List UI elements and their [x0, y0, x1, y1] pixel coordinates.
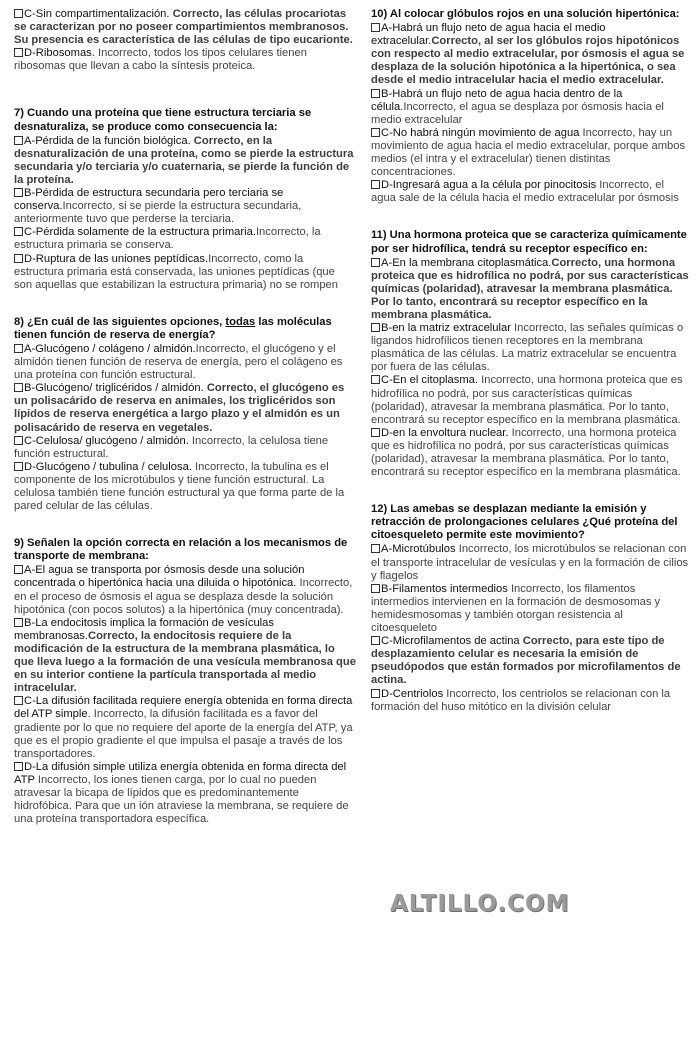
question-9-option-d [14, 761, 356, 826]
checkbox-icon[interactable] [371, 689, 380, 698]
checkbox-icon[interactable] [371, 544, 380, 553]
option-label: D-La difusión simple utiliza energía obtenida en forma directa del ATP [14, 760, 347, 786]
option-explanation: Incorrecto, la celulosa tiene función estructural. [14, 434, 329, 460]
question-9 [14, 537, 356, 826]
question-12-option-a [371, 543, 689, 582]
option-label: A-El agua se transporta por ósmosis desde una solución concentrada o hipertónica hacia una diluida o hipotónica. [14, 564, 305, 590]
option-explanation: Correcto, la endocitosis requiere de la modificación de la estructura de la membrana plasmática, lo que lleva luego a la formación de una vesícula membranosa que en su interior contiene la partícula transportada al medio intracelular. [14, 629, 356, 695]
option-label: A-Microtúbulos [381, 543, 456, 556]
question-8-option-d [14, 461, 356, 513]
question-10-option-c [371, 127, 689, 179]
question-11-option-b [371, 322, 689, 374]
option-label: D-Ribosomas. [24, 47, 95, 60]
question-11 [371, 229, 689, 479]
question-11-title: 11) Una hormona proteica que se caracteriza químicamente por ser hidrofílica, tendrá su receptor específico en: [371, 229, 687, 255]
option-explanation: Correcto, para este tipo de desplazamiento celular es necesaria la emisión de pseudópodos que están formados por microfilamentos de actina. [371, 635, 681, 687]
option-explanation: Correcto, al ser los glóbulos rojos hipotónicos con respecto al medio extracelular, por ósmosis el agua se desplaza de la solución hipotónica a la hipertónica, o sea desde el medio intracelular hacia el medio extracelular. [371, 35, 685, 87]
option-explanation: Incorrecto, los centriolos se relacionan con la formación del huso mitótico en la división celular [371, 687, 671, 713]
question-10-option-a [371, 22, 689, 87]
question-8-title-start: 8) ¿En cuál de las siguientes opciones, [14, 315, 226, 328]
option-explanation: Correcto, las células procariotas se caracterizan por no poseer compartimientos membranosos. Su presencia es característica de las células de tipo eucarionte. [14, 8, 353, 47]
option-label: D-Ingresará agua a la célula por pinocitosis [381, 179, 597, 192]
option-explanation: Incorrecto, el agua sale de la célula hacia el medio extracelular por ósmosis [371, 179, 679, 205]
checkbox-icon[interactable] [371, 584, 380, 593]
checkbox-icon[interactable] [371, 128, 380, 137]
option-explanation: Incorrecto, en el proceso de ósmosis el agua se desplaza desde la solución hipotónica (con pocos solutos) a la hipertónica (muy concentrada). [14, 577, 353, 616]
option-label: C-No habrá ningún movimiento de agua [381, 126, 580, 139]
checkbox-icon[interactable] [14, 9, 23, 18]
question-11-option-d [371, 427, 689, 479]
altillo-watermark: ALTILLO.COM [390, 891, 570, 917]
option-explanation: Incorrecto, los microtúbulos se relacionan con el transporte intracelular de vesículas y en la formación de cilios y flagelos [371, 543, 689, 582]
option-label: B-en la matriz extracelular [381, 322, 511, 335]
question-9-option-a [14, 564, 356, 616]
option-explanation: Correcto, una hormona proteica que es hidrofílica no podrá, por sus características químicas (polaridad), atravesar la membrana plasmática. Por lo tanto, encontrará su receptor específico en la membrana plasmática. [371, 256, 689, 321]
left-column [14, 8, 356, 850]
checkbox-icon[interactable] [371, 375, 380, 384]
question-6-option-a [14, 8, 356, 47]
question-10-title: 10) Al colocar glóbulos rojos en una solución hipertónica: [371, 8, 680, 20]
question-7-title: 7) Cuando una proteína que tiene estructura terciaria se desnaturaliza, se produce como consecuencia la: [14, 107, 312, 133]
option-label: A-En la membrana citoplasmática. [381, 256, 552, 269]
option-explanation: Incorrecto, el glucógeno y el almidón tienen función de reserva de energía, pero el colágeno es una proteína con función estructural. [14, 342, 343, 382]
question-8-title [14, 316, 356, 342]
option-label: D-Ruptura de las uniones peptídicas. [24, 252, 209, 265]
checkbox-icon[interactable] [14, 383, 23, 392]
option-label: C-Celulosa/ glucógeno / almidón. [24, 434, 189, 447]
checkbox-icon[interactable] [371, 428, 380, 437]
question-8-option-a [14, 343, 356, 382]
right-column [371, 8, 689, 738]
option-label: B-Pérdida de estructura secundaria pero terciaria se conserva. [14, 187, 284, 213]
question-7-option-b [14, 187, 356, 226]
checkbox-icon[interactable] [14, 762, 23, 771]
question-7 [14, 107, 356, 291]
question-12-option-b [371, 583, 689, 635]
question-8-option-c [14, 435, 356, 461]
question-9-option-b [14, 617, 356, 696]
checkbox-icon[interactable] [14, 618, 23, 627]
checkbox-icon[interactable] [371, 23, 380, 32]
question-12 [371, 503, 689, 714]
option-label: C-Microfilamentos de actina [381, 635, 520, 648]
question-6-continuation [14, 8, 356, 73]
option-explanation: Correcto, en la desnaturalización de una proteína, como se pierde la estructura secundaria y/o terciaria y/o cuaternaria, se pierde la función de la proteína. [14, 134, 354, 186]
option-label: A-Pérdida de la función biológica. [24, 134, 191, 147]
option-explanation: Incorrecto, los iones tienen carga, por lo cual no pueden atravesar la bicapa de lípidos que es predominantemente hidrofóbica. Para que un ión atraviese la membrana, se requiere de una proteína transportadora específica. [14, 773, 349, 826]
question-8-title-end: las moléculas tienen función de reserva de energía? [14, 315, 332, 341]
checkbox-icon[interactable] [14, 254, 23, 263]
option-explanation: Incorrecto, una hormona proteica que es hidrofílica no podrá, por sus características químicas (polaridad), atravesar la membrana plasmática. Por lo tanto, encontrará su receptor específico en la membrana plasmática. [371, 374, 683, 426]
option-label: C-La difusión facilitada requiere energía obtenida en forma directa del ATP simple. [14, 695, 353, 721]
question-8-title-underlined: todas [225, 315, 256, 328]
option-label: A-Habrá un flujo neto de agua hacia el medio extracelular. [371, 22, 606, 48]
checkbox-icon[interactable] [14, 344, 23, 353]
question-11-option-c [371, 374, 689, 426]
option-label: C-Pérdida solamente de la estructura primaria. [24, 226, 256, 239]
option-explanation: Incorrecto, la difusión facilitada es a favor del gradiente por lo que no requiere del aporte de la energía del ATP, ya que es el propio gradiente el que impulsa el pasaje a través de los transportadores. [14, 708, 353, 760]
question-8 [14, 316, 356, 513]
question-9-title: 9) Señalen la opción correcta en relación a los mecanismos de transporte de membrana: [14, 537, 348, 563]
option-explanation: Incorrecto, la tubulina es el componente de los microtúbulos y tiene función estructural. La celulosa también tiene función estructural ya que forma parte de la pared celular de las células. [14, 460, 345, 513]
option-label: D-Centriolos [381, 687, 444, 700]
option-explanation: Incorrecto, la estructura primaria se conserva. [14, 226, 321, 252]
option-label: B-La endocitosis implica la formación de vesículas membranosas. [14, 616, 274, 642]
option-explanation: Incorrecto, todos los tipos celulares tienen ribosomas que llevan a cabo la síntesis proteica. [14, 47, 307, 73]
checkbox-icon[interactable] [14, 436, 23, 445]
checkbox-icon[interactable] [371, 89, 380, 98]
checkbox-icon[interactable] [14, 565, 23, 574]
option-explanation: Incorrecto, si se pierde la estructura secundaria, anteriormente tuvo que perderse la terciaria. [14, 200, 302, 226]
option-label: B-Filamentos intermedios [381, 582, 508, 595]
option-label: A-Glucógeno / colágeno / almidón. [24, 342, 196, 355]
question-9-option-c [14, 695, 356, 760]
question-12-option-d [371, 688, 689, 714]
option-explanation: Correcto, el glucógeno es un polisacárido de reserva en animales, los triglicéridos son lípidos de reserva energética a largo plazo y el almidón es un polisacárido de reserva en vegetales. [14, 382, 345, 434]
option-explanation: Incorrecto, una hormona proteica que es hidrofílica no podrá, por sus características químicas (polaridad), atravesar la membrana plasmática. Por lo tanto, encontrará su receptor específico en la membrana plasmática. [371, 426, 681, 479]
question-11-option-a [371, 257, 689, 322]
checkbox-icon[interactable] [371, 180, 380, 189]
checkbox-icon[interactable] [14, 188, 23, 197]
option-label: C-En el citoplasma. [381, 374, 478, 387]
option-explanation: Incorrecto, los filamentos intermedios intervienen en la formación de desmosomas y hemidesmosomas y también otorgan resistencia al citoesqueleto [371, 582, 661, 635]
option-explanation: Incorrecto, hay un movimiento de agua hacia el medio extracelular, porque ambos medios (el intra y el extracelular) tienen distintas concentraciones. [371, 126, 686, 179]
question-12-option-c [371, 635, 689, 687]
question-7-option-a [14, 135, 356, 187]
option-label: D-Glucógeno / tubulina / celulosa. [24, 460, 192, 473]
checkbox-icon[interactable] [14, 696, 23, 705]
option-label: C-Sin compartimentalización. [24, 8, 170, 20]
option-explanation: Incorrecto, como la estructura primaria está conservada, las uniones peptídicas (que son aquellas que estabilizan la estructura primaria) no se rompen [14, 252, 338, 291]
option-label: B-Glucógeno/ triglicéridos / almidón. [24, 382, 204, 395]
checkbox-icon[interactable] [14, 227, 23, 236]
checkbox-icon[interactable] [371, 636, 380, 645]
question-8-option-b [14, 382, 356, 434]
option-explanation: Incorrecto, el agua se desplaza por ósmosis hacia el medio extracelular [371, 100, 664, 126]
question-12-title: 12) Las amebas se desplazan mediante la emisión y retracción de prolongaciones celulares ¿Qué proteína del citoesqueleto permite este movimiento? [371, 503, 678, 542]
question-10 [371, 8, 689, 205]
question-7-option-c [14, 226, 356, 252]
question-7-option-d [14, 253, 356, 292]
option-label: B-Habrá un flujo neto de agua hacia dentro de la célula. [371, 87, 623, 113]
question-10-option-d [371, 179, 689, 205]
checkbox-icon[interactable] [14, 462, 23, 471]
question-10-option-b [371, 88, 689, 127]
checkbox-icon[interactable] [14, 136, 23, 145]
question-6-option-b [14, 47, 356, 73]
checkbox-icon[interactable] [371, 323, 380, 332]
checkbox-icon[interactable] [14, 48, 23, 57]
option-label: D-en la envoltura nuclear. [381, 426, 509, 439]
option-explanation: Incorrecto, las señales químicas o ligandos hidrofílicos tienen receptores en la membrana plasmática de las células. La matriz extracelular se encuentra por fuera de las células. [371, 322, 684, 374]
checkbox-icon[interactable] [371, 258, 380, 267]
